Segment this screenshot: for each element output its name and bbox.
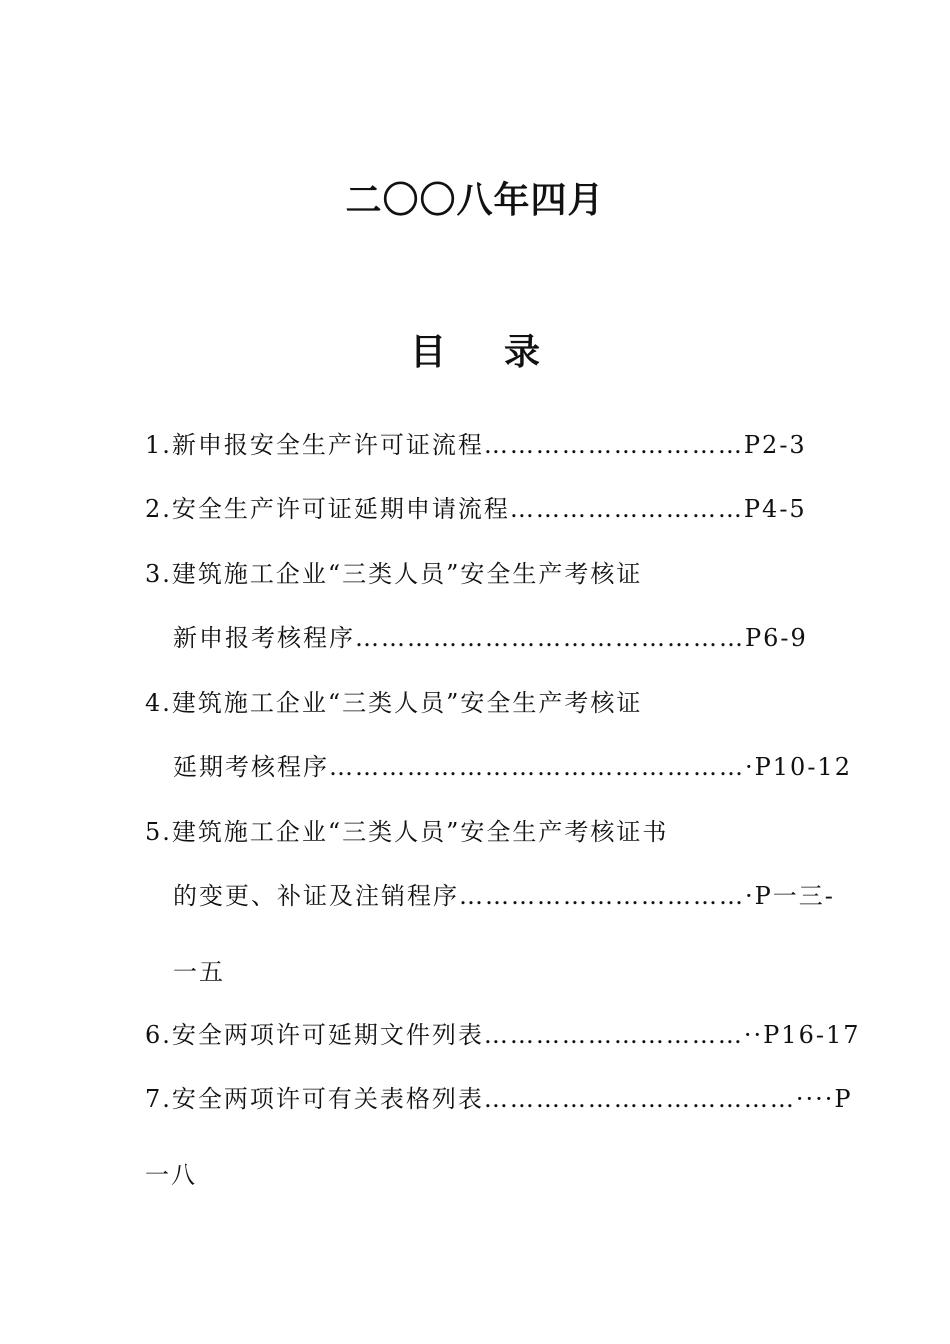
toc-title-char-2: 录 xyxy=(504,332,541,373)
toc-item-6: 6.安全两项许可延期文件列表…………………………··P16-17 xyxy=(145,1021,861,1049)
toc-item-7-line-2: 一八 xyxy=(145,1161,197,1189)
toc-item-1: 1.新申报安全生产许可证流程…………………………P2-3 xyxy=(145,431,807,459)
toc-title xyxy=(0,324,950,375)
toc-item-7-line-1: 7.安全两项许可有关表格列表………………………………····P xyxy=(145,1085,853,1113)
toc-item-2: 2.安全生产许可证延期申请流程………………………P4-5 xyxy=(145,495,807,523)
toc-item-5-line-2: 的变更、补证及注销程序……………………………·P一三- xyxy=(173,882,835,910)
date-title: 二〇〇八年四月 xyxy=(345,180,605,221)
toc-item-4-line-1: 4.建筑施工企业“三类人员”安全生产考核证 xyxy=(145,689,643,717)
toc-item-3-line-1: 3.建筑施工企业“三类人员”安全生产考核证 xyxy=(145,560,643,588)
toc-item-4-line-2: 延期考核程序…………………………………………·P10-12 xyxy=(173,753,852,781)
toc-item-3-line-2: 新申报考核程序………………………………………P6-9 xyxy=(173,624,808,652)
toc-item-5-line-3: 一五 xyxy=(173,958,225,986)
toc-title-char-1: 目 xyxy=(409,332,446,373)
toc-item-5-line-1: 5.建筑施工企业“三类人员”安全生产考核证书 xyxy=(145,818,669,846)
